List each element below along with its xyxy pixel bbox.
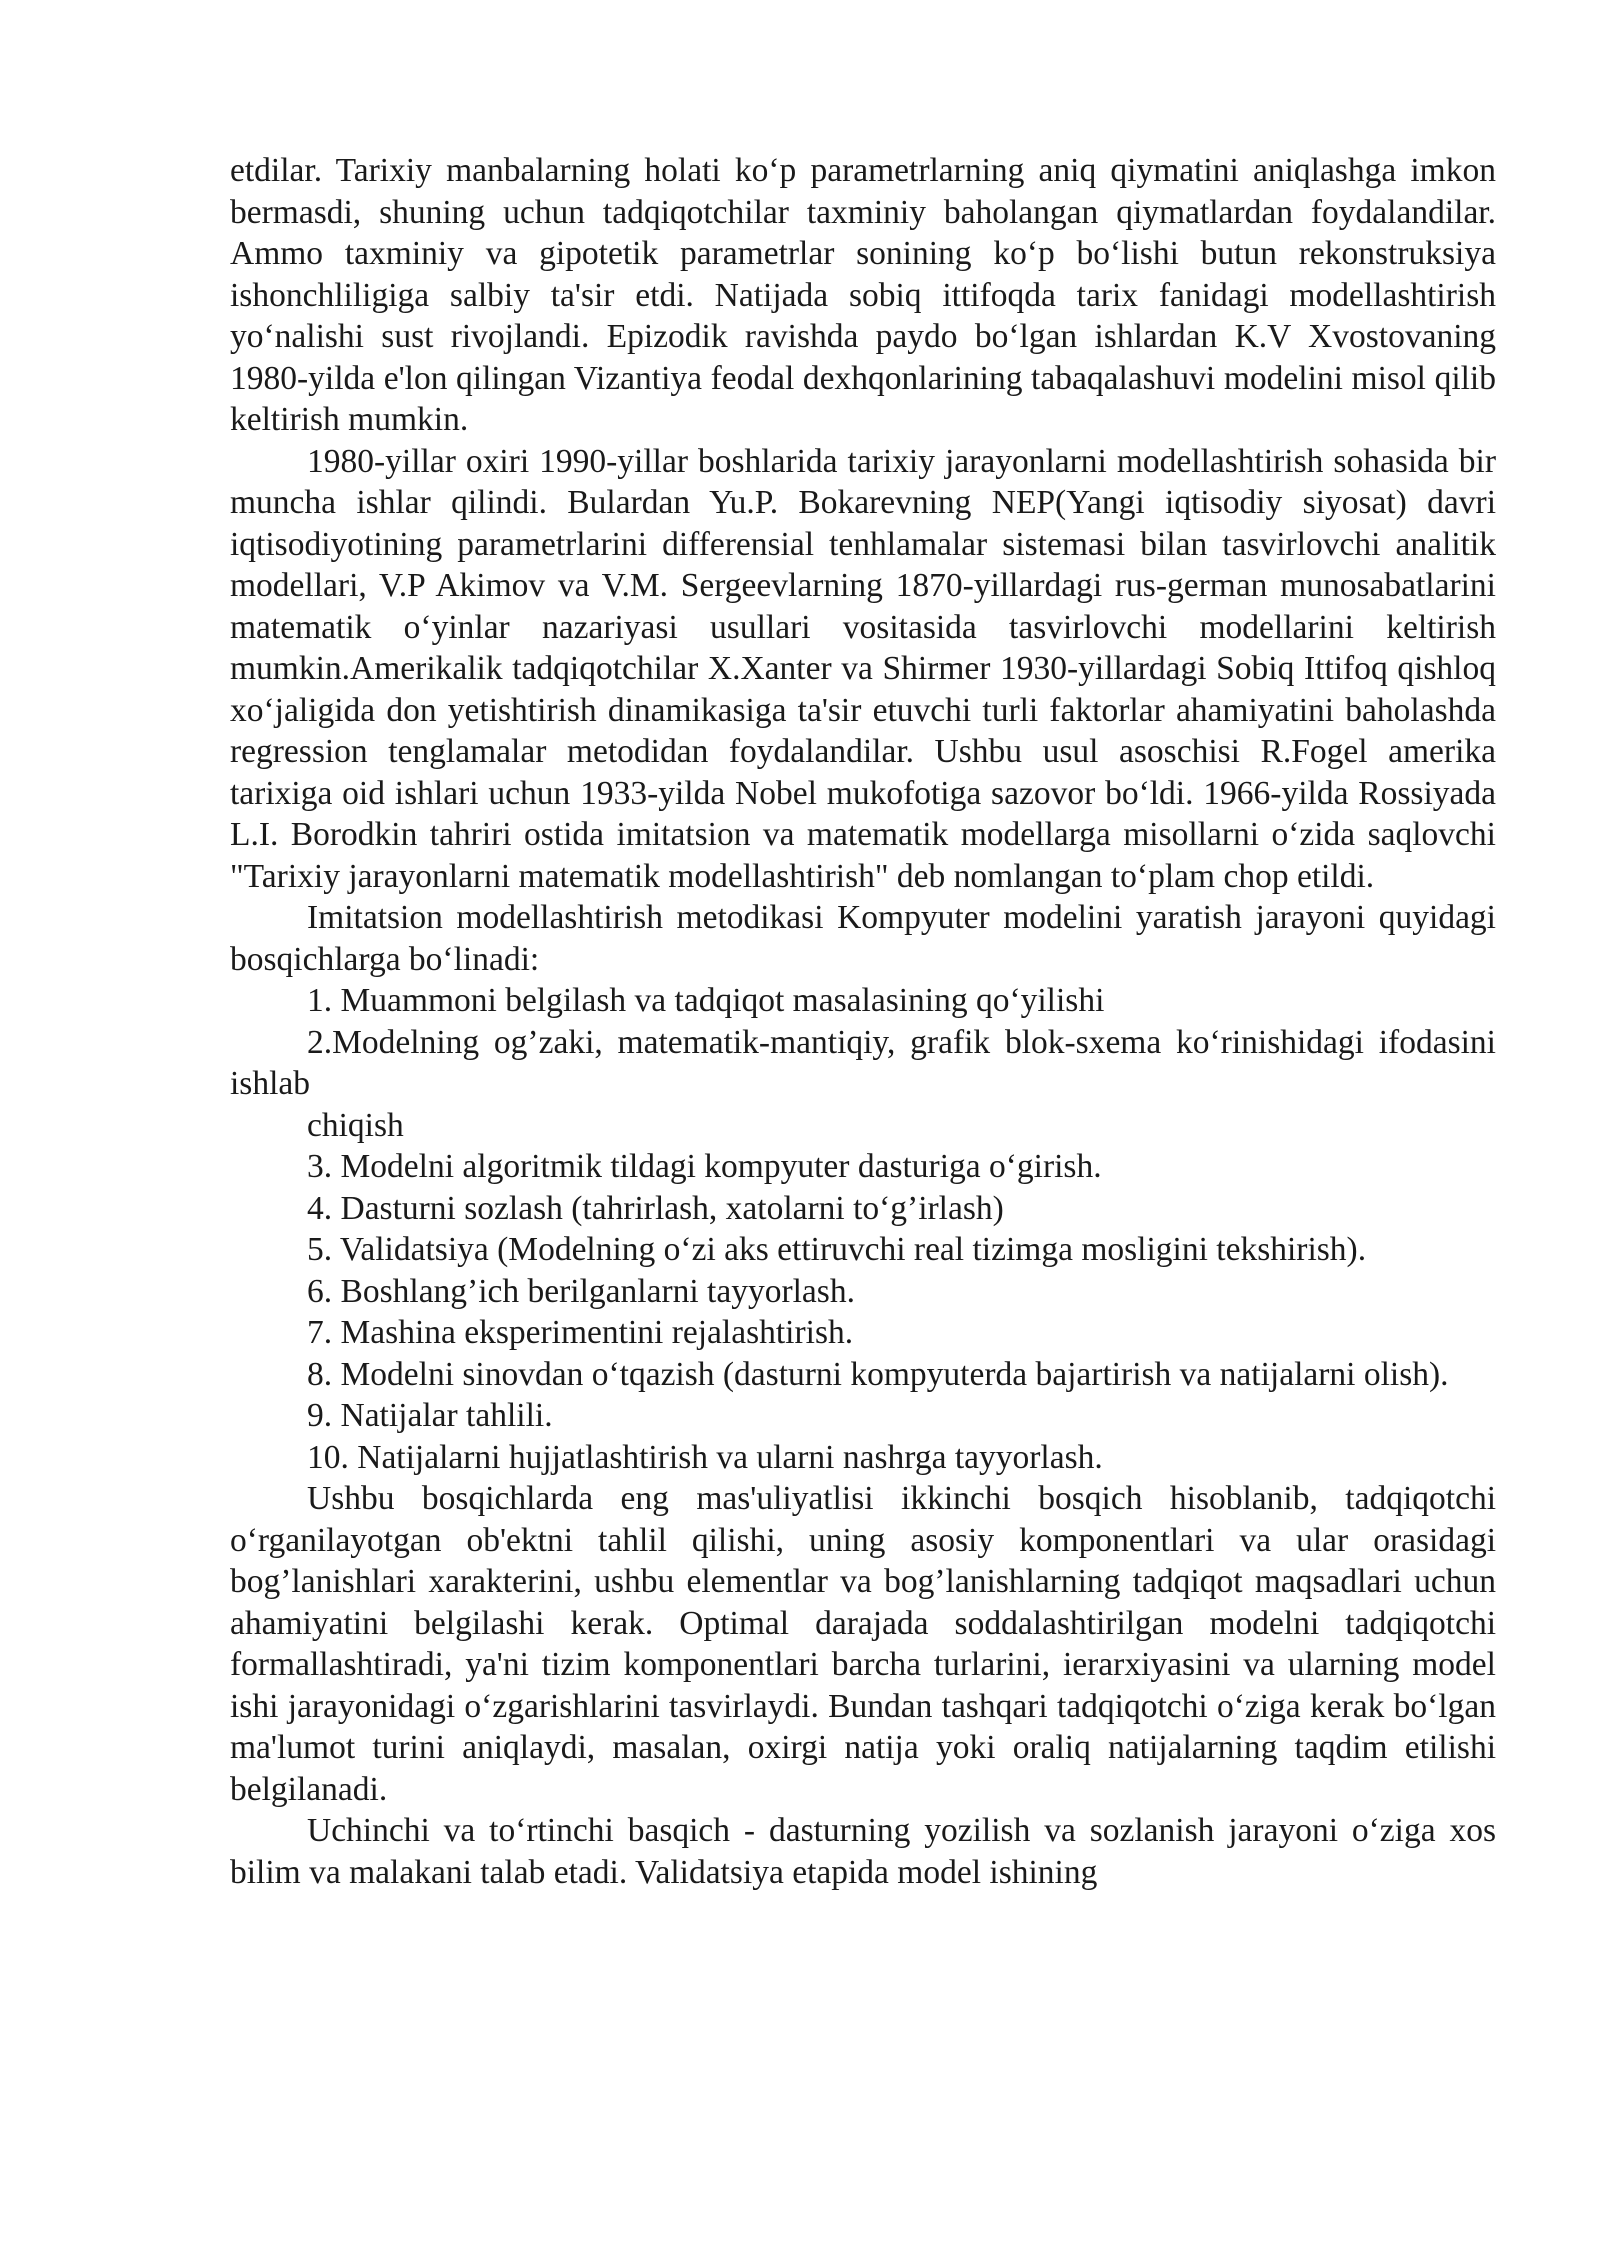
list-item-step-10: 10. Natijalarni hujjatlashtirish va ularni nashrga tayyorlash. xyxy=(307,1438,1103,1476)
list-item-step-5: 5. Validatsiya (Modelning o‘zi aks ettiruvchi real tizimga mosligini tekshirish). xyxy=(307,1231,1367,1268)
list-item-step-7: 7. Mashina eksperimentini rejalashtirish. xyxy=(307,1314,854,1351)
list-item-step-3: 3. Modelni algoritmik tildagi kompyuter dasturiga o‘girish. xyxy=(307,1148,1102,1185)
paragraph-modelling-1980s-1990s: 1980-yillar oxiri 1990-yillar boshlarida tarixiy jarayonlarni modellashtirish sohasida bir muncha ishlar qilindi. Bulardan Yu.P. Bokarevning NEP(Yangi iqtisodiy siyosat) davri iqtisodiyotining parametrlarini differensial tenhlamalar sistemasi bilan tasvirlovchi analitik modellari, V.P Akimov va V.M. Sergeevlarning 1870-yillardagi rus-german munosabatlarini matematik o‘yinlar nazariyasi usullari vositasida tasvirlovchi modellarini keltirish mumkin.Amerikalik tadqiqotchilar X.Xanter va Shirmer 1930-yillardagi Sobiq Ittifoq qishloq xo‘jaligida don yetishtirish dinamikasiga ta'sir etuvchi turli faktorlar ahamiyatini baholashda regression tenglamalar metodidan foydalandilar. Ushbu usul asoschisi R.Fogel amerika tarixiga oid ishlari uchun 1933-yilda Nobel mukofotiga sazovor bo‘ldi. 1966-yilda Rossiyada L.I. Borodkin tahriri ostida imitatsion va matematik modellarga misollarni o‘zida saqlovchi "Tarixiy jarayonlarni matematik modellashtirish" deb nomlangan to‘plam chop etildi. xyxy=(230,442,1496,895)
list-item-step-4: 4. Dasturni sozlash (tahrirlash, xatolarni to‘g’irlash) xyxy=(307,1189,1004,1227)
list-item-step-6: 6. Boshlang’ich berilganlarni tayyorlash. xyxy=(307,1272,855,1310)
steps-list xyxy=(230,980,1496,1478)
list-item-step-1: 1. Muammoni belgilash va tadqiqot masalasining qo‘yilishi xyxy=(307,982,1105,1019)
list-item-step-8: 8. Modelni sinovdan o‘tqazish (dasturni kompyuterda bajartirish va natijalarni olish). xyxy=(307,1355,1449,1393)
list-item-step-2-continuation: chiqish xyxy=(307,1106,404,1144)
paragraph-simulation-method-intro: Imitatsion modellashtirish metodikasi Kompyuter modelini yaratish jarayoni quyidagi bosqichlarga bo‘linadi: xyxy=(230,899,1496,978)
paragraph-modelling-history-ussr: etdilar. Tarixiy manbalarning holati ko‘p parametrlarning aniq qiymatini aniqlashga imkon bermasdi, shuning uchun tadqiqotchilar taxminiy baholangan qiymatlardan foydalandilar. Ammo taxminiy va gipotetik parametrlar sonining ko‘p bo‘lishi butun rekonstruksiya ishonchliligiga salbiy ta'sir etdi. Natijada sobiq ittifoqda tarix fanidagi modellashtirish yo‘nalishi sust rivojlandi. Epizodik ravishda paydo bo‘lgan ishlardan K.V Xvostovaning 1980-yilda e'lon qilingan Vizantiya feodal dexhqonlarining tabaqalashuvi modelini misol qilib keltirish mumkin. xyxy=(230,152,1496,438)
list-item-step-2: 2.Modelning og’zaki, matematik-mantiqiy, grafik blok-sxema ko‘rinishidagi ifodasini ishlab xyxy=(230,1023,1496,1102)
document-page xyxy=(230,150,1496,1893)
paragraph-third-fourth-stage: Uchinchi va to‘rtinchi basqich - dasturning yozilish va sozlanish jarayoni o‘ziga xos bilim va malakani talab etadi. Validatsiya etapida model ishining xyxy=(230,1812,1496,1891)
list-item-step-9: 9. Natijalar tahlili. xyxy=(307,1397,553,1434)
paragraph-second-stage-importance: Ushbu bosqichlarda eng mas'uliyatlisi ikkinchi bosqich hisoblanib, tadqiqotchi o‘rganilayotgan ob'ektni tahlil qilishi, uning asosiy komponentlari va ular orasidagi bog’lanishlari xarakterini, ushbu elementlar va bog’lanishlarning tadqiqot maqsadlari uchun ahamiyatini belgilashi kerak. Optimal darajada soddalashtirilgan modelni tadqiqotchi formallashtiradi, ya'ni tizim komponentlari barcha turlarini, ierarxiyasini va ularning model ishi jarayonidagi o‘zgarishlarini tasvirlaydi. Bundan tashqari tadqiqotchi o‘ziga kerak bo‘lgan ma'lumot turini aniqlaydi, masalan, oxirgi natija yoki oraliq natijalarning taqdim etilishi belgilanadi. xyxy=(230,1480,1496,1808)
